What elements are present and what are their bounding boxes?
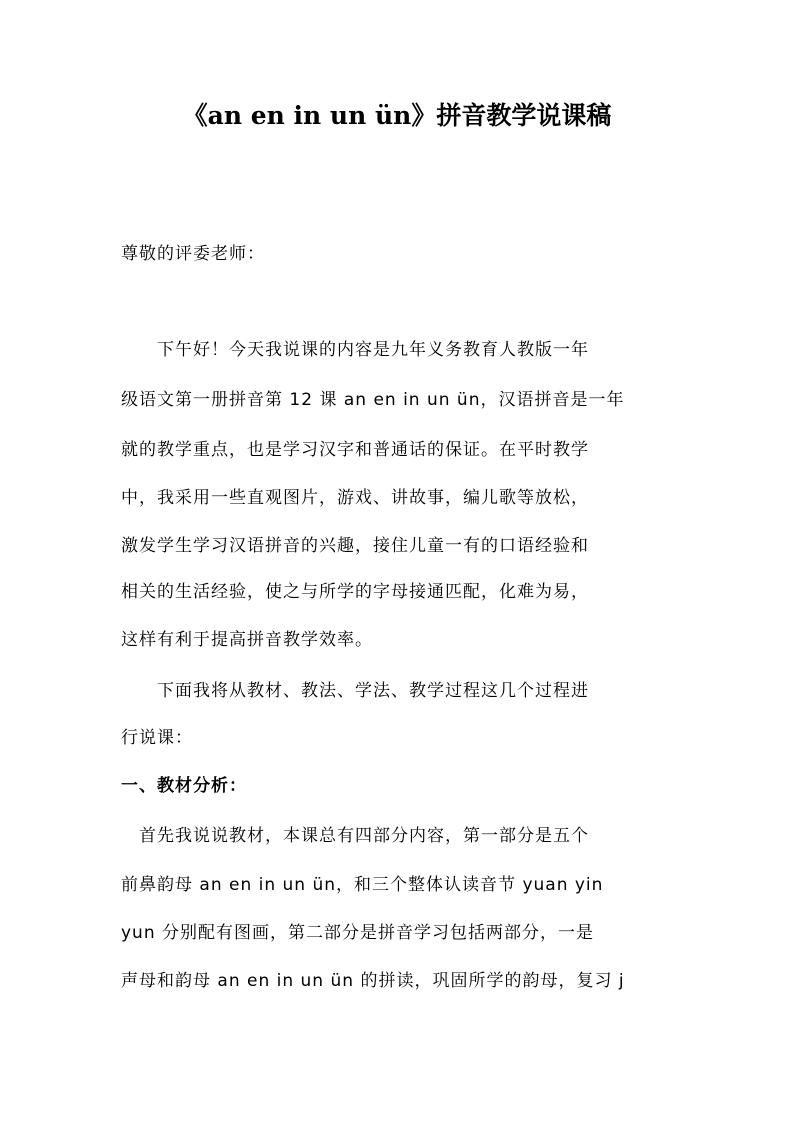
salutation: 尊敬的评委老师：	[121, 244, 265, 264]
body-line: 下面我将从教材、教法、学法、教学过程这几个过程进	[121, 681, 589, 701]
body-line: 这样有利于提高拼音教学效率。	[121, 630, 373, 650]
body-line: 中，我采用一些直观图片，游戏、讲故事，编儿歌等放松，	[121, 488, 589, 508]
body-line: 前鼻韵母 an en in un ün，和三个整体认读音节 yuan yin	[121, 875, 604, 895]
body-line: 相关的生活经验，使之与所学的字母接通匹配，化难为易，	[121, 582, 589, 602]
body-line: 声母和韵母 an en in un ün 的拼读，巩固所学的韵母，复习 j	[121, 971, 625, 991]
body-line: 激发学生学习汉语拼音的兴趣，接住儿童一有的口语经验和	[121, 536, 589, 556]
document-title: 《an en in un ün》拼音教学说课稿	[182, 101, 612, 130]
body-line: 级语文第一册拼音第 12 课 an en in un ün，汉语拼音是一年	[121, 390, 625, 410]
section-heading: 一、教材分析：	[121, 776, 247, 796]
body-line: 就的教学重点，也是学习汉字和普通话的保证。在平时教学	[121, 440, 589, 460]
body-line: 下午好！今天我说课的内容是九年义务教育人教版一年	[121, 340, 589, 360]
body-line: 首先我说说教材，本课总有四部分内容，第一部分是五个	[121, 826, 589, 846]
body-line: 行说课：	[121, 728, 193, 748]
body-line: yun 分别配有图画，第二部分是拼音学习包括两部分，一是	[121, 923, 595, 943]
